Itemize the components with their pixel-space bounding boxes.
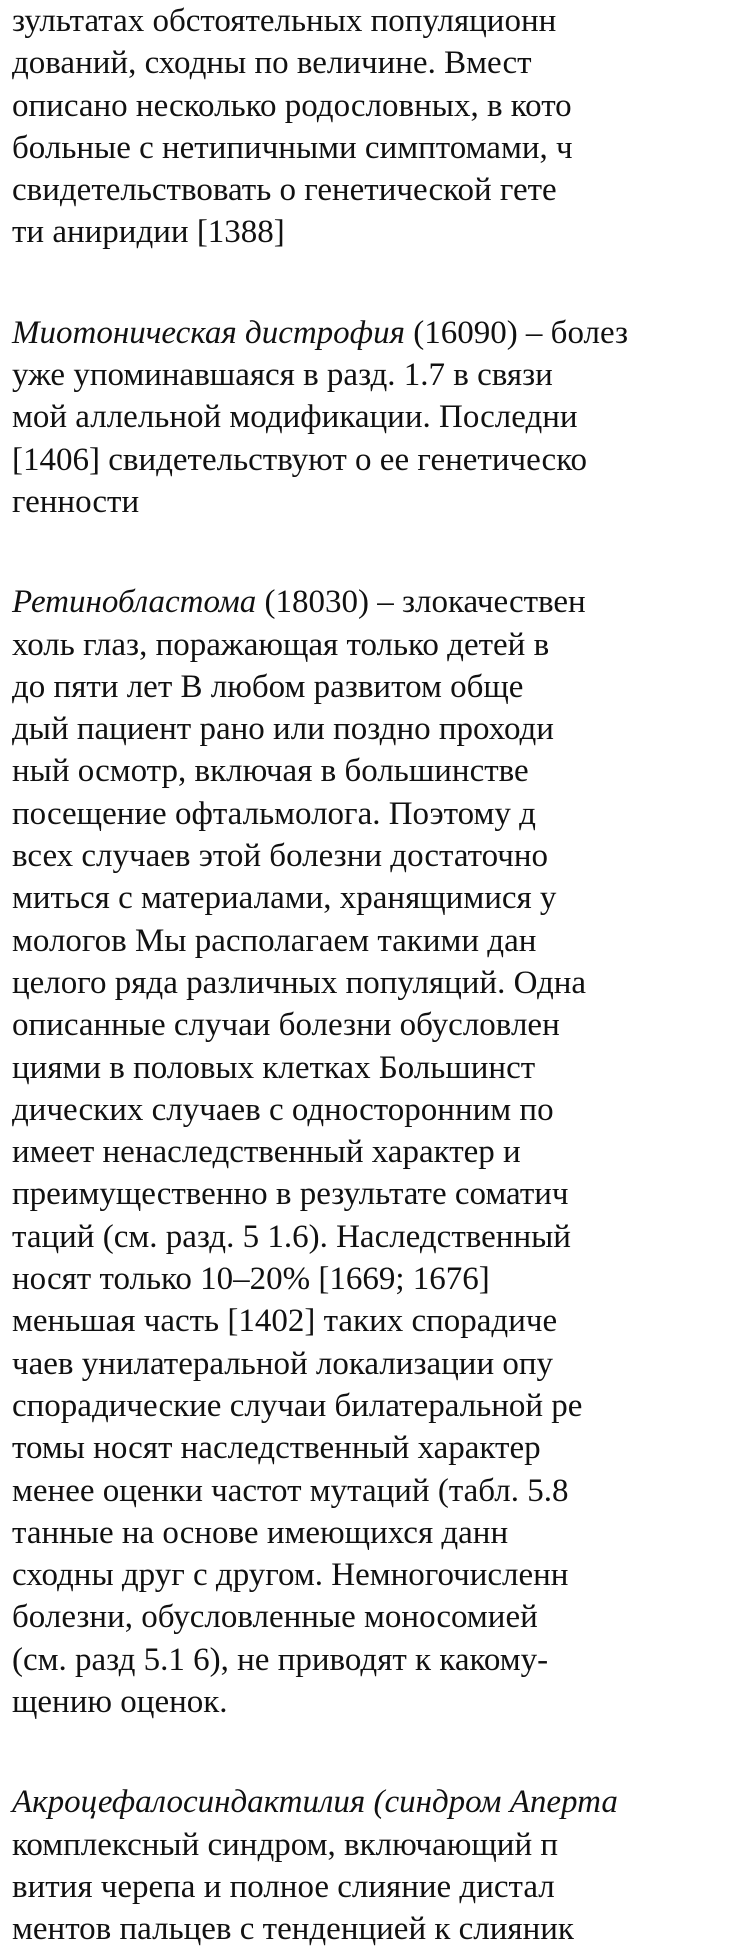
text-line: [12, 877, 732, 919]
text-line: [12, 42, 732, 84]
line-text: до пяти лет В любом развитом обще: [12, 668, 524, 705]
text-line: [12, 1427, 732, 1469]
line-text: ти аниридии [1388]: [12, 214, 285, 251]
text-line: [12, 1343, 732, 1385]
line-text: (16090) – болез: [404, 314, 629, 351]
text-line: [12, 581, 732, 623]
line-text: мологов Мы располагаем такими дан: [12, 922, 537, 959]
text-line: [12, 1004, 732, 1046]
text-line: [12, 1824, 732, 1866]
paragraph-aniridia-continuation: [12, 0, 732, 254]
line-text: холь глаз, поражающая только детей в: [12, 626, 550, 663]
text-line: [12, 1554, 732, 1596]
text-line: [12, 1258, 732, 1300]
text-line: [12, 0, 732, 42]
text-line: [12, 481, 732, 523]
text-line: [12, 666, 732, 708]
text-line: [12, 439, 732, 481]
text-line: [12, 1047, 732, 1089]
line-text: вития черепа и полное слияние дистал: [12, 1868, 555, 1905]
line-text: менее оценки частот мутаций (табл. 5.8: [12, 1472, 569, 1509]
line-text: преимущественно в результате соматич: [12, 1176, 569, 1213]
line-text: спорадические случаи билатеральной ре: [12, 1387, 583, 1424]
line-text: больные с нетипичными симптомами, ч: [12, 129, 573, 166]
line-text: ментов пальцев с тенденцией к слияник: [12, 1911, 574, 1948]
line-text: посещение офтальмолога. Поэтому д: [12, 795, 536, 832]
text-line: [12, 211, 732, 253]
paragraph-myotonic-dystrophy: [12, 312, 732, 523]
text-line: [12, 750, 732, 792]
line-text: всех случаев этой болезни достаточно: [12, 838, 549, 875]
text-line: [12, 1866, 732, 1908]
line-text: меньшая часть [1402] таких спорадиче: [12, 1303, 558, 1340]
text-line: [12, 85, 732, 127]
text-line: [12, 624, 732, 666]
line-text: танные на основе имеющихся данн: [12, 1514, 509, 1551]
text-line: [12, 1131, 732, 1173]
text-line: [12, 1089, 732, 1131]
line-text: циями в половых клетках Большинст: [12, 1049, 536, 1086]
italic-term: Ретинобластома: [12, 584, 257, 621]
text-line: [12, 1681, 732, 1723]
line-text: комплексный синдром, включающий п: [12, 1826, 559, 1863]
text-line: [12, 793, 732, 835]
paragraph-acrocephalosyndactyly: [12, 1781, 732, 1950]
text-line: [12, 312, 732, 354]
text-line: [12, 920, 732, 962]
text-line: [12, 396, 732, 438]
text-line: [12, 1639, 732, 1681]
text-line: [12, 1385, 732, 1427]
line-text: носят только 10–20% [1669; 1676]: [12, 1261, 490, 1298]
text-line: [12, 1300, 732, 1342]
text-line: [12, 1512, 732, 1554]
text-line: [12, 1470, 732, 1512]
line-text: чаев унилатеральной локализации опу: [12, 1345, 554, 1382]
text-line: [12, 1596, 732, 1638]
text-line: [12, 962, 732, 1004]
line-text: имеет ненаследственный характер и: [12, 1134, 521, 1171]
line-text: описано несколько родословных, в кото: [12, 87, 572, 124]
text-line: [12, 354, 732, 396]
line-text: (18030) – злокачествен: [256, 584, 586, 621]
text-line: [12, 169, 732, 211]
text-line: [12, 708, 732, 750]
line-text: (см. разд 5.1 6), не приводят к какому-: [12, 1641, 549, 1678]
line-text: уже упоминавшаяся в разд. 1.7 в связи: [12, 357, 553, 394]
text-line: [12, 1908, 732, 1950]
line-text: мой аллельной модификации. Последни: [12, 399, 578, 436]
text-line: [12, 835, 732, 877]
text-line: [12, 1216, 732, 1258]
line-text: целого ряда различных популяций. Одна: [12, 964, 587, 1001]
line-text: описанные случаи болезни обусловлен: [12, 1007, 560, 1044]
line-text: сходны друг с другом. Немногочисленн: [12, 1557, 569, 1594]
line-text: томы носят наследственный характер: [12, 1430, 541, 1467]
line-text: болезни, обусловленные моносомией: [12, 1599, 538, 1636]
paragraph-retinoblastoma: [12, 581, 732, 1723]
line-text: ный осмотр, включая в большинстве: [12, 753, 529, 790]
line-text: генности: [12, 483, 140, 520]
line-text: [1406] свидетельствуют о ее генетическо: [12, 441, 588, 478]
page-text: [12, 0, 732, 1950]
italic-term: Миотоническая дистрофия: [12, 314, 405, 351]
line-text: дований, сходны по величине. Вмест: [12, 45, 532, 82]
text-line: [12, 1173, 732, 1215]
italic-term: Акроцефалосиндактилия (синдром Аперта: [12, 1784, 618, 1821]
text-line: [12, 1781, 732, 1823]
line-text: щению оценок.: [12, 1683, 228, 1720]
line-text: свидетельствовать о генетической гете: [12, 172, 557, 209]
text-line: [12, 127, 732, 169]
line-text: дических случаев с односторонним по: [12, 1091, 554, 1128]
line-text: зультатах обстоятельных популяционн: [12, 3, 557, 39]
line-text: дый пациент рано или поздно проходи: [12, 711, 554, 748]
line-text: миться с материалами, хранящимися у: [12, 880, 557, 917]
line-text: таций (см. разд. 5 1.6). Наследственный: [12, 1218, 571, 1255]
